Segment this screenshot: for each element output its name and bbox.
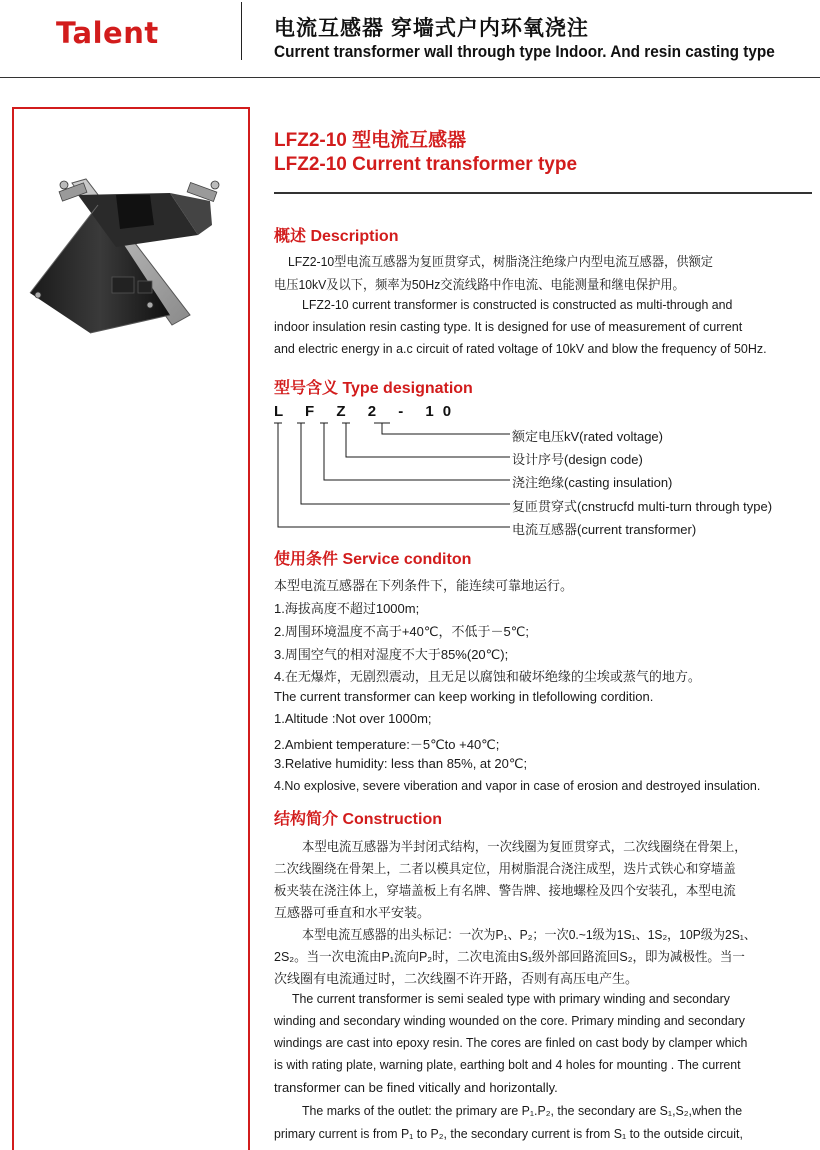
brand-logo: Talent — [56, 16, 159, 50]
construction-line: primary current is from P₁ to P₂, the secondary current is from S₁ to the outside circuit, — [274, 1126, 743, 1141]
service-line: 4.在无爆炸，无剧烈震动，且无足以腐蚀和破坏绝缘的尘埃或蒸气的地方。 — [274, 669, 701, 684]
designation-diagram — [274, 420, 514, 535]
construction-line: is with rating plate, warning plate, earthing bolt and 4 holes for mounting . The current — [274, 1057, 741, 1072]
service-line: 2.周围环境温度不高于+40℃，不低于－5℃; — [274, 624, 529, 639]
designation-item-design-code: 设计序号(design code) — [512, 452, 643, 467]
service-line: 2.Ambient temperature:－5℃to +40℃; — [274, 737, 500, 752]
designation-item-rated-voltage: 额定电压kV(rated voltage) — [512, 429, 663, 444]
designation-heading: 型号含义 Type designation — [274, 380, 473, 397]
designation-item-current-transformer: 电流互感器(current transformer) — [512, 522, 697, 537]
service-line: 3.Relative humidity: less than 85%, at 20℃; — [274, 756, 528, 771]
construction-line: 板夹装在浇注体上，穿墙盖板上有名牌、警告牌、接地螺栓及四个安装孔，本型电流 — [274, 883, 736, 898]
construction-line: 互感器可垂直和水平安装。 — [274, 905, 431, 920]
construction-line: transformer can be fined vitically and horizontally. — [274, 1080, 558, 1095]
current-transformer-photo — [20, 165, 230, 340]
construction-heading: 结构简介 Construction — [274, 811, 442, 828]
service-line: 3.周围空气的相对湿度不大于85%(20℃); — [274, 647, 509, 662]
title-rule — [274, 192, 812, 194]
construction-line: The current transformer is semi sealed type with primary winding and secondary — [292, 991, 730, 1006]
page-header — [0, 0, 820, 80]
construction-line: 本型电流互感器的出头标记：一次为P₁、P₂；一次0.~1级为1S₁、1S₂，10P级为2S₁、 — [302, 927, 756, 942]
designation-item-through-type: 复匝贯穿式(cnstrucfd multi-turn through type) — [512, 499, 773, 514]
designation-item-casting-insulation: 浇注绝缘(casting insulation) — [512, 475, 673, 490]
service-line: 1.海拔高度不超过1000m; — [274, 601, 420, 616]
header-rule — [0, 77, 820, 78]
header-divider — [241, 2, 242, 60]
construction-line: The marks of the outlet: the primary are P₁.P₂, the secondary are S₁,S₂,when the — [302, 1103, 743, 1118]
service-line: 1.Altitude :Not over 1000m; — [274, 711, 432, 726]
construction-line: 本型电流互感器为半封闭式结构，一次线圈为复匝贯穿式，二次线圈绕在骨架上， — [302, 839, 747, 854]
construction-line: winding and secondary winding wounded on the core. Primary minding and secondary — [274, 1013, 745, 1028]
description-line: and electric energy in a.c circuit of rated voltage of 10kV and blow the frequency of 50Hz. — [274, 341, 767, 356]
construction-line: windings are cast into epoxy resin. The cores are finled on cast body by clamper which — [274, 1035, 748, 1050]
product-title-cn: LFZ2-10 型电流互感器 — [274, 130, 467, 151]
description-line: indoor insulation resin casting type. It is designed for use of measurement of current — [274, 319, 743, 334]
service-heading: 使用条件 Service conditon — [274, 551, 472, 568]
construction-line: 二次线圈绕在骨架上，二者以模具定位，用树脂混合浇注成型，迭片式铁心和穿墙盖 — [274, 861, 736, 876]
product-title-en: LFZ2-10 Current transformer type — [274, 154, 578, 175]
header-title-cn: 电流互感器 穿墙式户内环氧浇注 — [274, 17, 589, 40]
construction-line: 次线圈有电流通过时，二次线圈不许开路，否则有高压电产生。 — [274, 971, 639, 986]
description-line: LFZ2-10 current transformer is constructed is constructed as multi-through and — [302, 297, 733, 312]
construction-line: 2S₂。当一次电流由P₁流向P₂时，二次电流由S₁级外部回路流回S₂，即为减极性。当一 — [274, 949, 745, 964]
service-line: 4.No explosive, severe viberation and vapor in case of erosion and destroyed insulation. — [274, 778, 761, 793]
service-line: 本型电流互感器在下列条件下，能连续可靠地运行。 — [274, 578, 574, 593]
header-title-en: Current transformer wall through type Indoor. And resin casting type — [274, 43, 775, 61]
service-line: The current transformer can keep working in tlefollowing cordition. — [274, 689, 654, 704]
description-heading: 概述 Description — [274, 228, 399, 245]
description-line: 电压10kV及以下，频率为50Hz交流线路中作电流、电能测量和继电保护用。 — [274, 277, 685, 292]
model-code: L F Z 2 - 10 — [274, 403, 461, 420]
description-line: LFZ2-10型电流互感器为复匝贯穿式，树脂浇注绝缘户内型电流互感器，供额定 — [288, 254, 714, 269]
